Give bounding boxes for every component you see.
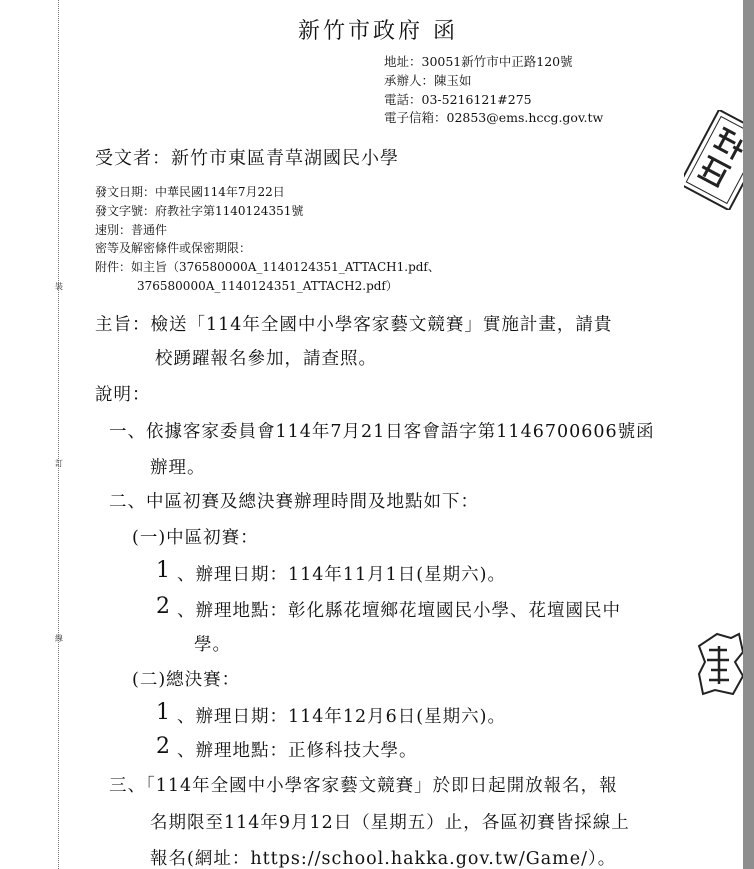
viewer-gutter	[743, 0, 754, 869]
sub-2-item-1: 、辦理日期：114年12月6日(星期六)。	[177, 707, 506, 727]
item-3-line-2: 名期限至114年9月12日（星期五）止，各區初賽皆採線上	[150, 813, 630, 833]
item-1-line-1: 一、依據客家委員會114年7月21日客會語字第1146700606號函	[109, 422, 655, 442]
issue-date: 發文日期：中華民國114年7月22日	[95, 185, 285, 199]
contact-person: 承辦人：陳玉如	[384, 73, 472, 88]
item-3-line-3: 報名(網址：https://school.hakka.gov.tw/Game/）。	[150, 849, 617, 869]
sub-1-item-2: 、辦理地點：彰化縣花壇鄉花壇國民小學、花壇國民中	[177, 601, 621, 621]
phone: 電話：03-5216121#275	[384, 92, 532, 107]
attachment-line-1: 附件：如主旨（376580000A_1140124351_ATTACH1.pdf、	[95, 260, 440, 274]
email: 電子信箱：02853@ems.hccg.gov.tw	[384, 110, 604, 125]
sub-1-item-2-cont: 學。	[194, 635, 231, 655]
sub-1-item-1: 、辦理日期：114年11月1日(星期六)。	[177, 565, 506, 585]
binding-mark-3: 線	[55, 634, 63, 643]
recipient: 受文者：新竹市東區青草湖國民小學	[95, 148, 399, 169]
subject-line-2: 校踴躍報名參加，請查照。	[155, 349, 377, 369]
seal-stamp-bottom	[697, 632, 743, 696]
item-2: 二、中區初賽及總決賽辦理時間及地點如下：	[109, 492, 479, 512]
sub-1-item-2-number: 2	[156, 594, 171, 619]
explanation-heading: 說明：	[95, 385, 151, 405]
speed: 速別：普通件	[95, 223, 168, 237]
address: 地址：30051新竹市中正路120號	[384, 54, 573, 69]
doc-number: 發文字號：府教社字第1140124351號	[95, 204, 304, 218]
sub-1-item-1-number: 1	[156, 558, 171, 583]
subject-line-1: 主旨：檢送「114年全國中小學客家藝文競賽」實施計畫，請貴	[95, 315, 613, 335]
sub-1-heading: (一)中區初賽：	[132, 528, 259, 548]
doc-title: 新竹市政府 函	[298, 19, 458, 44]
binding-line	[58, 0, 59, 869]
attachment-line-2: 376580000A_1140124351_ATTACH2.pdf）	[137, 279, 398, 293]
sub-2-item-2-number: 2	[156, 734, 171, 759]
item-1-line-2: 辦理。	[150, 458, 206, 478]
sub-2-item-1-number: 1	[156, 700, 171, 725]
sub-2-item-2: 、辦理地點：正修科技大學。	[177, 741, 418, 761]
item-3-line-1: 三、「114年全國中小學客家藝文競賽」於即日起開放報名，報	[109, 776, 618, 796]
binding-mark-2: 訂	[55, 459, 63, 468]
sub-2-heading: (二)總決賽：	[132, 670, 241, 690]
seal-stamp-top	[684, 110, 743, 210]
binding-mark-1: 裝	[55, 282, 63, 291]
secrecy: 密等及解密條件或保密期限：	[95, 241, 252, 255]
